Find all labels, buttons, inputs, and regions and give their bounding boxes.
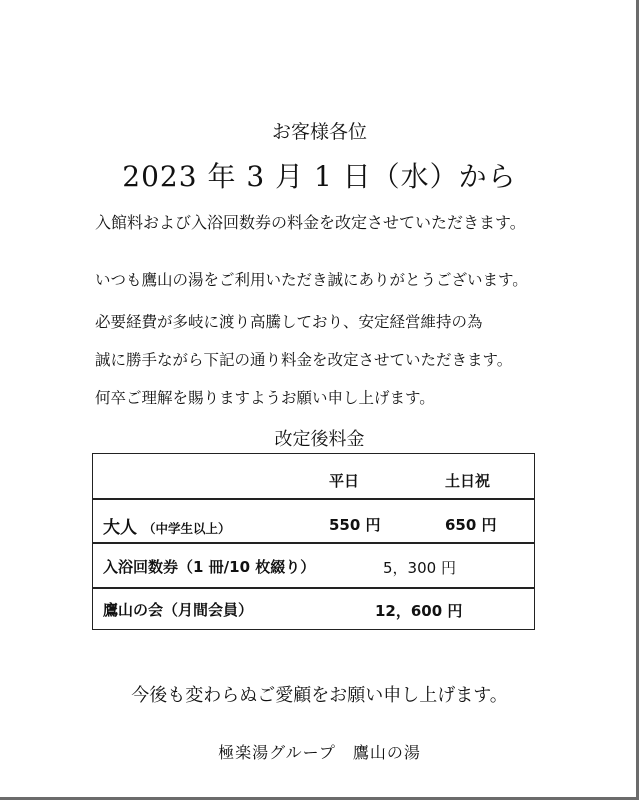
signature: 極楽湯グループ 鷹山の湯 xyxy=(218,743,421,762)
table-divider xyxy=(93,587,534,589)
body-line-3: 誠に勝手ながら下記の通り料金を改定させていただきます。 xyxy=(95,351,513,369)
adult-row-label xyxy=(103,513,231,538)
announcement-text: 入館料および入浴回数券の料金を改定させていただきます。 xyxy=(95,213,526,232)
effective-date-heading: 2023 年 3 月 1 日（水）から xyxy=(122,160,517,193)
column-header-holiday: 土日祝 xyxy=(445,472,491,490)
column-header-weekday: 平日 xyxy=(329,472,360,490)
body-line-2: 必要経費が多岐に渡り高騰しており、安定経営維持の為 xyxy=(95,313,483,331)
body-line-4: 何卒ご理解を賜りますようお願い申し上げます。 xyxy=(95,389,435,407)
adult-weekday-price: 550 円 xyxy=(329,516,381,534)
closing-message: 今後も変わらぬご愛顧をお願い申し上げます。 xyxy=(131,685,508,706)
adult-holiday-price: 650 円 xyxy=(445,516,497,534)
adult-sublabel: （中学生以上） xyxy=(143,521,231,536)
ticket-row-label: 入浴回数券（1 冊/10 枚綴り） xyxy=(103,558,316,576)
table-divider xyxy=(93,498,534,500)
price-table xyxy=(92,453,535,630)
member-price: 12，600 円 xyxy=(375,602,463,620)
price-table-title: 改定後料金 xyxy=(274,429,365,450)
salutation: お客様各位 xyxy=(271,121,367,143)
ticket-price: 5，300 円 xyxy=(383,559,456,577)
adult-label: 大人 xyxy=(103,518,137,538)
table-divider xyxy=(93,542,534,544)
member-row-label: 鷹山の会（月間会員） xyxy=(103,601,254,619)
body-line-1: いつも鷹山の湯をご利用いただき誠にありがとうございます。 xyxy=(95,271,528,289)
